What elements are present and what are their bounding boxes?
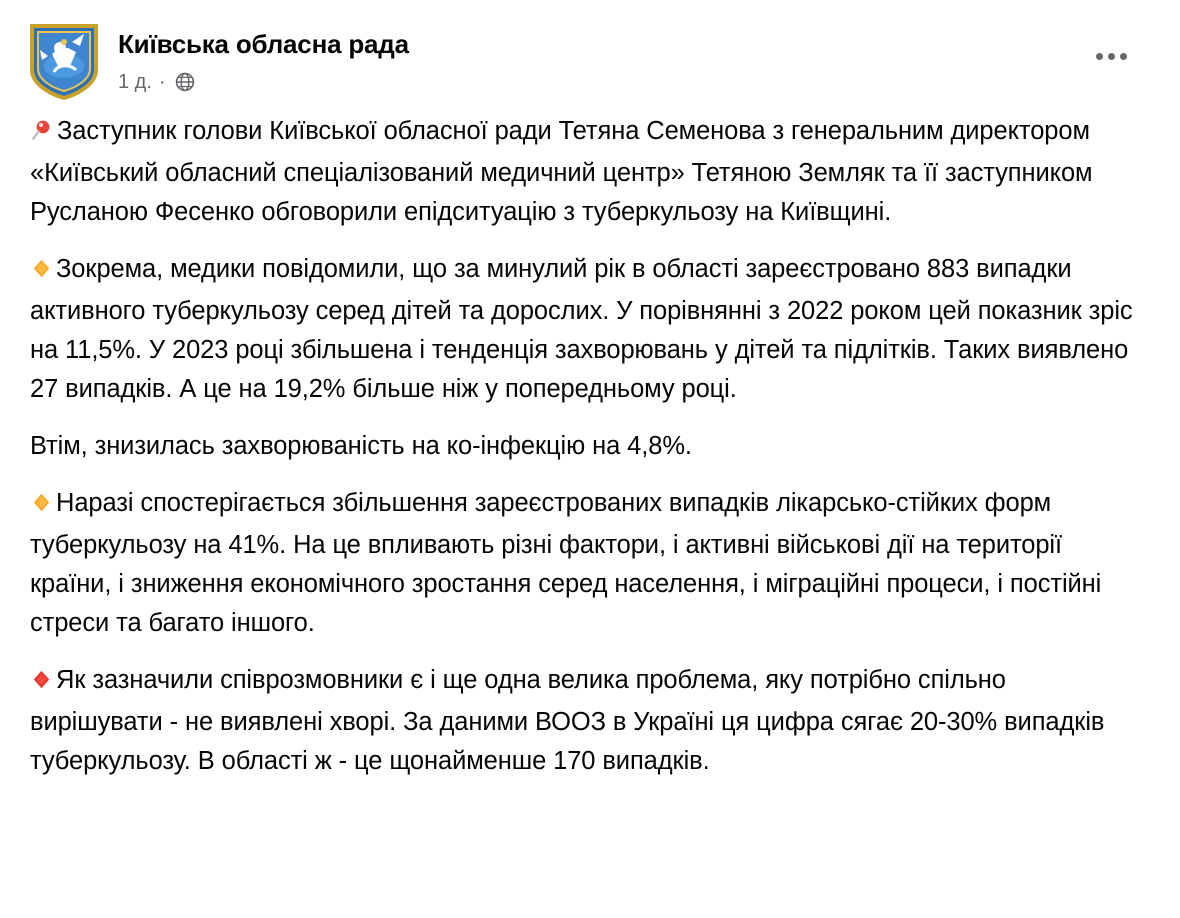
post-paragraph-text: Як зазначили співрозмовники є і ще одна велика проблема, яку потрібно спільно вирішувати - не виявлені хворі. За даними ВООЗ в Україні ця цифра сягає 20-30% випадків туберкульозу. В області ж - це щонайменше 170 випадків. <box>30 666 1105 775</box>
avatar[interactable] <box>28 22 100 100</box>
post-timestamp[interactable]: 1 д. <box>118 71 152 93</box>
orange-diamond-icon <box>30 487 53 526</box>
post-paragraph-text: Заступник голови Київської обласної ради Тетяна Семенова з генеральним директором «Київський обласний спеціалізований медичний центр» Тетяною Земляк та її заступником Русланою Фесенко обговорили епідситуацію з туберкульозу на Київщині. <box>30 117 1093 226</box>
kyiv-oblast-coat-of-arms-icon <box>28 22 100 100</box>
post-paragraph <box>30 427 1140 466</box>
red-diamond-icon <box>30 664 53 703</box>
post-options-button[interactable] <box>1088 40 1134 72</box>
orange-diamond-icon <box>30 253 53 292</box>
post-header-text <box>118 22 409 94</box>
post-paragraph-text: Втім, знизилась захворюваність на ко-інфекцію на 4,8%. <box>30 432 692 460</box>
post-body <box>28 110 1140 781</box>
meta-separator: · <box>158 71 166 93</box>
post-paragraph-text: Зокрема, медики повідомили, що за минулий рік в області зареєстровано 883 випадки активного туберкульозу серед дітей та дорослих. У порівнянні з 2022 роком цей показник зріс на 11,5%. У 2023 році збільшена і тенденція захворювань у дітей та підлітків. Таких виявлено 27 випадків. А це на 19,2% більше ніж у попередньому році. <box>30 255 1133 403</box>
post-paragraph <box>30 661 1140 781</box>
globe-icon[interactable] <box>173 70 197 94</box>
post-paragraph <box>30 112 1140 232</box>
post-meta <box>118 70 409 94</box>
post-paragraph <box>30 250 1140 409</box>
pushpin-icon <box>30 115 54 154</box>
post-paragraph <box>30 484 1140 643</box>
post-header <box>28 18 1140 110</box>
post-paragraph-text: Наразі спостерігається збільшення зареєстрованих випадків лікарсько-стійких форм туберкульозу на 41%. На це впливають різні фактори, і активні військові дії на території країни, і зниження економічного зростання серед населення, і міграційні процеси, і постійні стреси та багато іншого. <box>30 489 1102 637</box>
page-name[interactable]: Київська обласна рада <box>118 29 409 59</box>
ellipsis-icon <box>1096 53 1127 60</box>
